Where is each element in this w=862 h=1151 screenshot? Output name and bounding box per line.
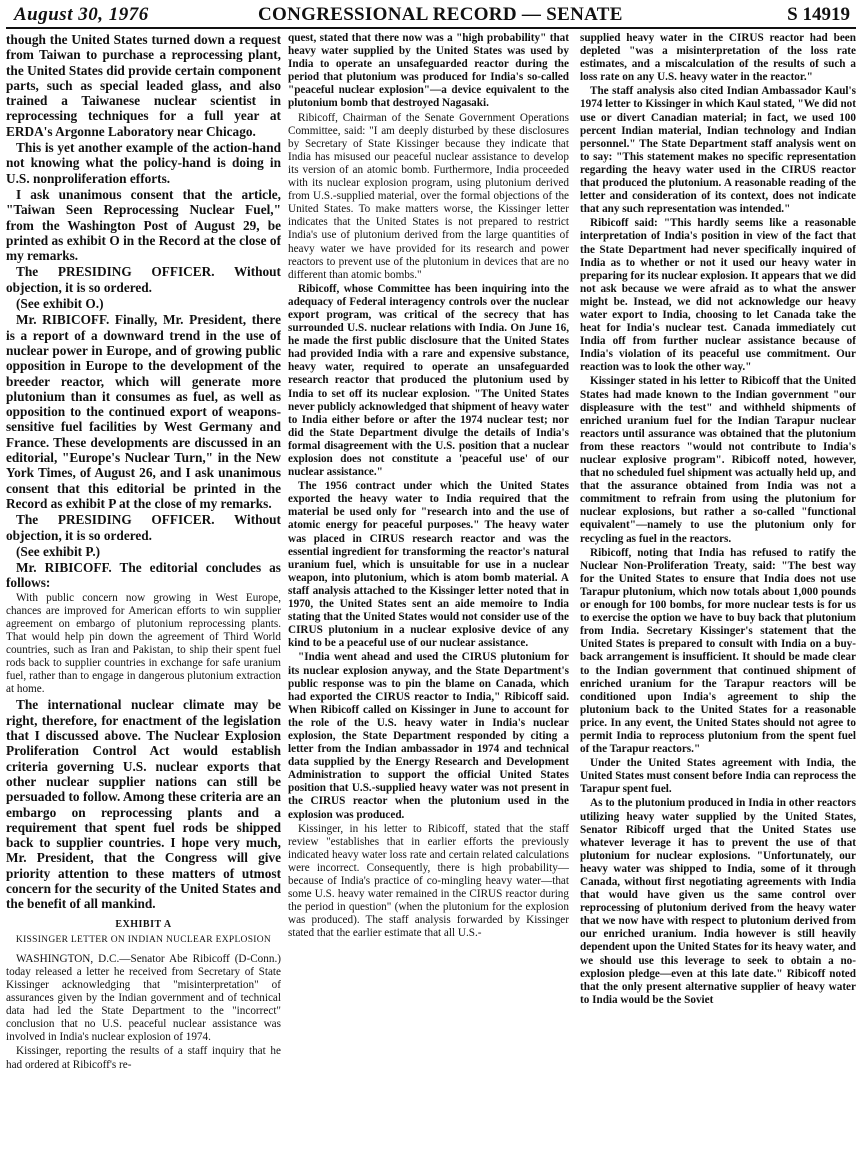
col3-paragraph: As to the plutonium produced in India in other reactors utilizing heavy water supplied by the United States, Senator Ribicoff urged that the United States use whatever leverage it has to prevent the use of that plutonium for nuclear explosions. "Unfortunately, our heavy water was shipped to India, some of it through Canada, without first negotiating agreements with India that would have given us the same control over reprocessing of plutonium derived from the heavy water that we now have with respect to plutonium derived from our enriched uranium. India however is still heavily dependent upon the United States for its heavy water, and we should use this leverage to seek to obtain a no-explosion pledge—even at this late date." Ribicoff noted that the only present alternative supplier of heavy water to India would be the Soviet — [580, 797, 856, 1006]
column-2 — [288, 32, 569, 1148]
header-date: August 30, 1976 — [14, 4, 149, 25]
header-page-number: S 14919 — [787, 4, 850, 25]
col3-paragraph: Ribicoff said: "This hardly seems like a reasonable interpretation of India's position in view of the fact that the State Department had never specifically inquired of India as to whether or not it used our heavy water in preparing for its nuclear explosion. It appears that we did not ask because we were afraid as to what the answer might be. Instead, we did not acknowledge our heavy water export to India, choosing to let Canada take the heat for India's nuclear test. Canada immediately cut India off from further nuclear assistance because of India's violation of its peaceful use commitment. Our reaction was to look the other way." — [580, 217, 856, 374]
col1-paragraph: Mr. RIBICOFF. Finally, Mr. President, there is a report of a downward trend in the use of nuclear power in Europe, and of growing public opposition in Europe to the development of the breeder reactor, which will generate more plutonium than it consumes as fuel, as well as opposition to the continued export of weapons-sensitive fuel facilities by West Germany and France. These developments are discussed in an editorial, "Europe's Nuclear Turn," in the New York Times, of August 26, and I ask unanimous consent that this editorial be printed in the Record as exhibit P at the close of my remarks. — [6, 312, 281, 511]
col2-paragraph: Kissinger, in his letter to Ribicoff, stated that the staff review "establishes that in earlier efforts the previously indicated heavy water loss rate and certain related calculations were incorrect. Consequently, there is high probability—because of India's practice of co-mingling heavy water—that some U.S. heavy water remained in the CIRUS reactor during the period in question" (when the plutonium for the explosion was produced). The staff analysis forwarded by Kissinger stated that the earlier estimate that all U.S.- — [288, 822, 569, 940]
col1-paragraph: Kissinger, reporting the results of a staff inquiry that he had ordered at Ribicoff's re- — [6, 1045, 281, 1071]
exhibit-title: KISSINGER LETTER ON INDIAN NUCLEAR EXPLOSION — [15, 934, 272, 945]
col2-paragraph: Ribicoff, whose Committee has been inquiring into the adequacy of Federal interagency controls over the nuclear export program, was critical of the secrecy that has surrounded U.S. nuclear relations with India. On June 16, he made the first public disclosure that the United States had provided India with a rare and expensive substance, heavy water, required to operate an unsafeguarded research reactor that produced the plutonium used by India to set off its nuclear explosion. "The United States never publicly acknowledged that shipment of heavy water to India either before or after the 1974 nuclear test; nor did the State Department divulge the details of India's formal disagreement with the U.S. position that a nuclear explosion does not constitute a 'peaceful use' of our nuclear assistance." — [288, 282, 569, 479]
col1-quote: With public concern now growing in West Europe, chances are improved for American efforts to win supplier agreement on embargo of plutonium reprocessing plants. That would help pin down the agreement of Third World countries, such as Iran and Pakistan, to ship their spent fuel rods back to supplier countries in exchange for safe uranium fuel, rather than to engage in dangerous plutonium extraction at home. — [6, 591, 281, 696]
col2-paragraph: "India went ahead and used the CIRUS plutonium for its nuclear explosion anyway, and the State Department's public response was to pin the blame on Canada, which had exported the CIRUS reactor to India," Ribicoff said. When Ribicoff called on Kissinger in June to account for the role of the U.S. heavy water in India's nuclear explosion, the State Department responded by citing a letter from the Indian ambassador in 1974 and technical data supplied by the Energy Research and Development Administration to support the official United States position that U.S.-supplied heavy water was not present in the CIRUS reactor when the plutonium used in the explosion was produced. — [288, 651, 569, 821]
col1-paragraph: (See exhibit O.) — [16, 296, 104, 312]
page-header — [0, 0, 862, 26]
column-3 — [580, 32, 856, 1148]
col1-paragraph: The international nuclear climate may be right, therefore, for enactment of the legislation that I discussed above. The Nuclear Explosion Proliferation Control Act would establish criteria governing U.S. nuclear exports that other nuclear supplier nations can still be persuaded to follow. Among these criteria are an embargo on reprocessing plants and a requirement that spent fuel rods be shipped back to supplier countries. I hope very much, Mr. President, that the Congress will give priority attention to these matters of utmost concern for the security of the United States and the benefit of all mankind. — [6, 697, 281, 912]
col1-paragraph: Mr. RIBICOFF. The editorial concludes as follows: — [6, 560, 281, 591]
col3-paragraph: Kissinger stated in his letter to Ribicoff that the United States had made known to the Indian government "our displeasure with the test" and withheld shipments of enriched uranium fuel for the Indian Tarapur nuclear reactors until assurance was obtained that the plutonium from these reactors "would not contribute to India's nuclear explosive program". Ribicoff noted, however, that no scheduled fuel shipment was actually held up, and that the assurance obtained from India was not a commitment to refrain from using the plutonium for nuclear explosions, but rather a so-called "functional equivalent"—namely to use the plutonium only for recycling as fuel in the reactors. — [580, 375, 856, 545]
header-rule — [6, 27, 856, 29]
col2-paragraph: quest, stated that there now was a "high probability" that heavy water supplied by the United States was used by India to operate an unsafeguarded reactor during the period that plutonium was produced for India's so-called "peaceful nuclear explosion"—a device equivalent to the plutonium bomb that destroyed Nagasaki. — [288, 32, 569, 110]
column-1 — [6, 32, 281, 1148]
col3-paragraph: Ribicoff, noting that India has refused to ratify the Nuclear Non-Proliferation Treaty, said: "The best way for the United States to ensure that India does not use Tarapur plutonium, which now totals about 1,000 pounds or enough for 100 bombs, for more nuclear tests is for us to exercise the option we have to buy back that plutonium from India. Secretary Kissinger's statement that the United States is prepared to consult with India on a buy-back arrangement is insufficient. It should be made clear to the Indian government that continued shipment of enriched uranium for the Tarapur reactors will be conditioned upon India's agreement to ship the plutonium back to the United States for a reasonable price. In any event, the United States should not agree to permit India to reprocess plutonium from the spent fuel of the Tarapur reactors." — [580, 546, 856, 756]
col3-paragraph: supplied heavy water in the CIRUS reactor had been depleted "was a misinterpretation of the loss rate estimates, and a miscalculation of the results of such a loss rate on any U.S. heavy water in the reactor." — [580, 32, 856, 84]
col2-paragraph: Ribicoff, Chairman of the Senate Government Operations Committee, said: "I am deeply disturbed by these disclosures by Secretary of State Kissinger because they indicate that India has misused our peaceful nuclear assistance to develop its version of an atomic bomb. Furthermore, India proceeded with its nuclear explosion program, using plutonium derived from U.S.-supplied material, over the formal objections of the United States. To make matters worse, the Kissinger letter indicates that the United States is not prepared to restrict India's use of plutonium derived from the large quantities of heavy water we have provided for its research and power reactors to prevent use of the plutonium in devices that are no different than atomic bombs." — [288, 111, 569, 281]
col1-paragraph: The PRESIDING OFFICER. Without objection, it is so ordered. — [6, 512, 281, 543]
col1-paragraph: (See exhibit P.) — [16, 543, 101, 559]
col1-paragraph: though the United States turned down a request from Taiwan to purchase a reprocessing plant, the United States did provide certain component parts, such as special leaded glass, and also trained a Taiwanese nuclear scientist in reprocessing techniques for a full year at ERDA's Argonne Laboratory near Chicago. — [6, 32, 281, 139]
col1-paragraph: WASHINGTON, D.C.—Senator Abe Ribicoff (D-Conn.) today released a letter he received from Secretary of State Kissinger acknowledging that "misinterpretation" of assurances given by the Indian government and of technical data had led the State Department to the "incorrect" conclusion that no U.S. peaceful nuclear assistance was involved in India's nuclear explosion of 1974. — [6, 952, 281, 1044]
col3-paragraph: The staff analysis also cited Indian Ambassador Kaul's 1974 letter to Kissinger in which Kaul stated, "We did not use or divert Canadian material; in fact, we used 100 percent Indian material, Indian technology and Indian personnel." The State Department staff analysis went on to say: "This statement makes no specific representation regarding the heavy water used in the CIRUS reactor that produced the plutonium. A reasonable reading of the letter and consideration of its context, does not indicate that any such representation was intended." — [580, 85, 856, 216]
col3-paragraph: Under the United States agreement with India, the United States must consent before India can reprocess the Tarapur spent fuel. — [580, 757, 856, 796]
col1-paragraph: This is yet another example of the action-hand not knowing what the policy-hand is doing in U.S. nonproliferation efforts. — [6, 140, 281, 186]
col2-paragraph: The 1956 contract under which the United States exported the heavy water to India required that the material be used only for "research into and the use of atomic energy for peaceful purposes." The heavy water was placed in CIRUS research reactor and was the essential ingredient for transforming the reactor's natural uranium fuel, which is unsuitable for use in a nuclear weapon, into plutonium, which is atom bomb material. A staff analysis attached to the Kissinger letter noted that in 1970, the United States sent an aide memoire to India stating that the United States would not consider use of the CIRUS plutonium in a nuclear explosive device of any kind to be a peaceful use of our nuclear assistance. — [288, 480, 569, 650]
col1-paragraph: I ask unanimous consent that the article, "Taiwan Seen Reprocessing Nuclear Fuel," from the Washington Post of August 29, be printed as exhibit O in the Record at the close of my remarks. — [6, 186, 281, 264]
header-title: CONGRESSIONAL RECORD — SENATE — [258, 4, 623, 25]
exhibit-label: EXHIBIT A — [115, 918, 172, 930]
col1-paragraph: The PRESIDING OFFICER. Without objection, it is so ordered. — [6, 264, 281, 295]
